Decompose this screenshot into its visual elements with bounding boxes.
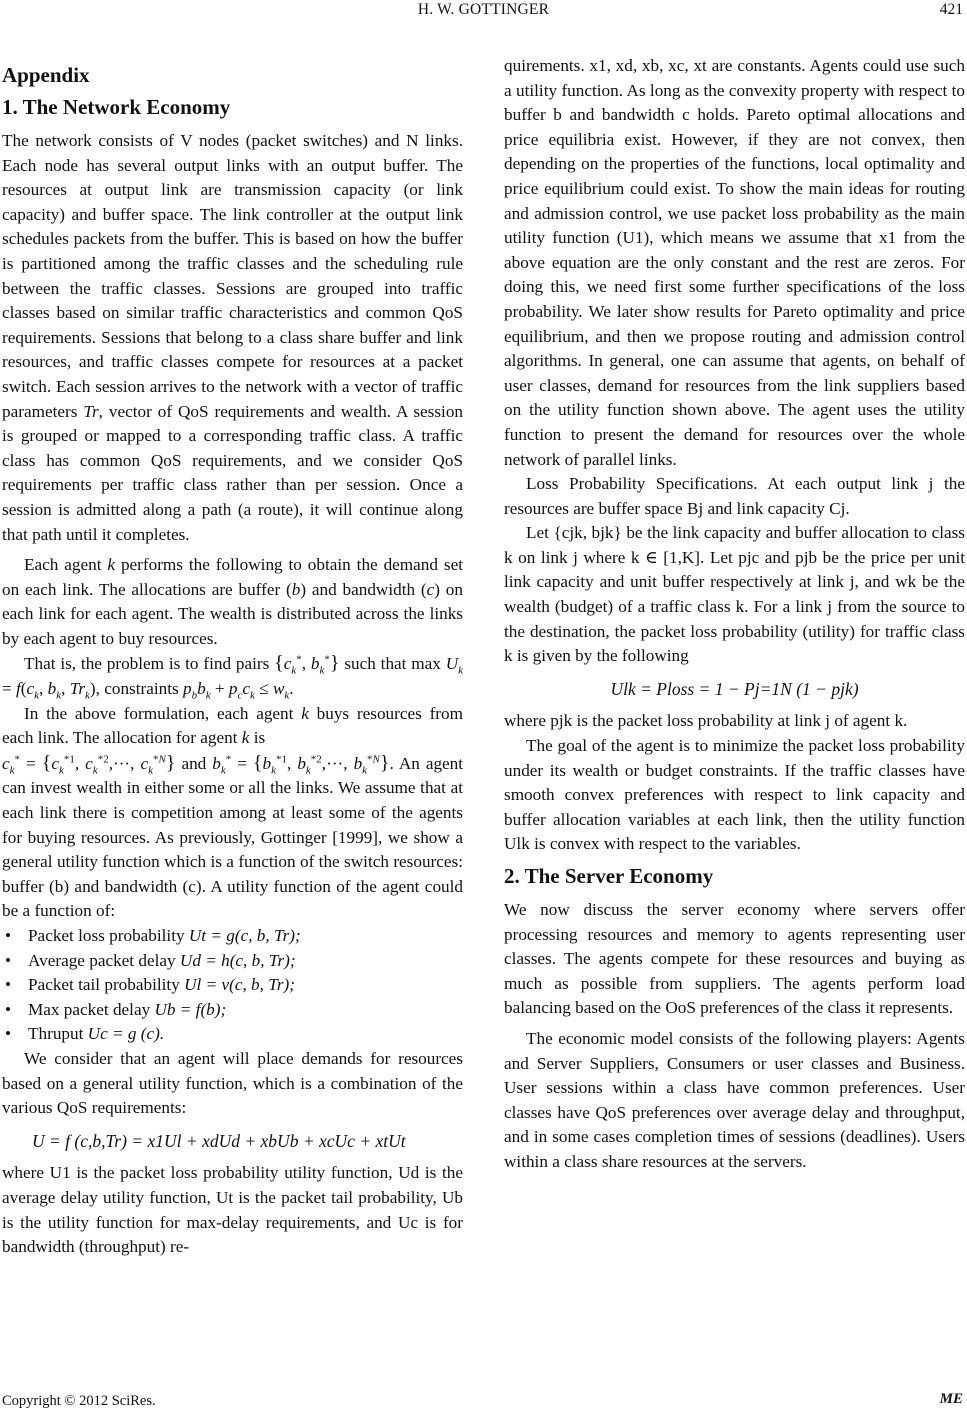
paragraph-server-economy: We now discuss the server economy where servers offer processing resources and memory to agents representing user classes. The agents compete for these resources and buying as much as possible from suppliers. The agents perform load balancing based on the OoS preferences of the class it represents.	[504, 900, 965, 1018]
paragraph-loss-definition: where pjk is the packet loss probability at link j of agent k.	[504, 711, 908, 731]
paragraph-network-description: The network consists of V nodes (packet switches) and N links. Each node has several output links with an output buffer. The resources at output link are transmission capacity (or link capacity) and buffer space. The link controller at the output link schedules packets from the buffer. This is based on how the buffer is partitioned among the traffic classes and the scheduling rule between the traffic classes. Sessions are grouped into traffic classes based on similar traffic characteristics and common QoS requirements. Sessions that belong to a class share buffer and link resources, and traffic classes compete for resources at a packet switch. Each session arrives to the network with a vector of traffic parameters Tr, vector of QoS requirements and wealth. A session is grouped or mapped to a corresponding traffic class. A traffic class has common QoS requirements, and we consider QoS requirements per traffic class rather than per session. Once a session is admitted along a path (a route), it will continue along that path until it completes.	[2, 131, 464, 544]
paragraph-problem-statement: That is, the problem is to find pairs {$c_k^*$, $b_k^*$} such that $\max U_k = f(c_k$, $b_k$, $Tr_k$), constraints $p_bb_k + p_cc_k \le w_k$.	[2, 652, 464, 702]
right-column	[504, 54, 965, 1175]
paragraph-allocation: In the above formulation, each agent k buys resources from each link. The allocation for agent k is $c_k^* = \{c_k^{*1}$, $c_k^{*2},\cdot\cdot\cdot$, $c_k^{*N}$} and $b_k^* = \{b_k^{*1}$, $b_k^{*2},\cdot\cdot\cdot$, $b_k^{*N}$}. An agent can invest wealth in either some or all the links. We assume that at each link there is competition among at least some of the agents for buying resources. As previously, Gottinger [1999], we show a general utility function which is a function of the switch resources: buffer (b) and bandwidth (c). A utility function of the agent could be a function of:	[2, 703, 464, 921]
appendix-heading: Appendix	[2, 63, 90, 87]
page-number: 421	[939, 1, 963, 18]
paragraph-economic-model: The economic model consists of the following players: Agents and Server Suppliers, Consumers or user classes and Business. User sessions within a class have common preferences. User classes have QoS preferences over average delay and throughput, and in some cases completion times of sessions (deadlines). Users within a class share resources at the servers.	[504, 1028, 965, 1171]
paragraph-agent-demand: Each agent k performs the following to obtain the demand set on each link. The allocations are buffer (b) and bandwidth (c) on each link for each agent. The wealth is distributed across the links by each agent to buy resources.	[2, 555, 463, 648]
paragraph-utility-definitions: where U1 is the packet loss probability utility function, Ud is the average delay utility function, Ut is the packet tail probability, Ub is the utility function for max-delay requirements, and Uc is for bandwidth (throughput) re-	[2, 1163, 463, 1257]
equation-general-utility: U = f (c,b,Tr) = x1Ul + xdUd + xbUb + xcUc + xtUt	[32, 1130, 406, 1151]
paragraph-convexity: quirements. x1, xd, xb, xc, xt are constants. Agents could use such a utility function. As long as the convexity property with respect to buffer b and bandwidth c holds. Pareto optimal allocations and price equilibria exist. However, if they are not convex, then depending on the properties of the functions, local optimality and price equilibrium could exist. To show the main ideas for routing and admission control, we use packet loss probability as the main utility function (U1), which means we assume that x1 from the above equation are the only constant and the rest are zeros. For doing this, we need first some further specifications of the loss probability. We later show results for Pareto optimality and price equilibrium, and then we propose routing and admission control algorithms. In general, one can assume that agents, on behalf of user classes, demand for resources from the link suppliers based on the utility function shown above. The agent uses the utility function to present the demand for resources over the whole network of parallel links.	[504, 56, 965, 469]
running-header	[0, 0, 967, 22]
list-item: • Max packet delay Ub = f(b);	[2, 998, 463, 1023]
copyright-notice: Copyright © 2012 SciRes.	[2, 1393, 156, 1409]
paragraph-loss-spec: Loss Probability Specifications. At each output link j the resources are buffer space Bj and link capacity Cj.	[504, 474, 965, 518]
allocation-b-formula: $b_k^* = \{b_k^{*1}$, $b_k^{*2},\cdot\cdot\cdot$, $b_k^{*N}$}	[212, 751, 390, 777]
section-1-heading: 1. The Network Economy	[2, 95, 231, 119]
journal-abbreviation: ME	[939, 1391, 963, 1407]
list-item: • Packet loss probability Ut = g(c, b, Tr);	[2, 924, 463, 949]
list-item: • Packet tail probability Ul = v(c, b, Tr);	[2, 973, 463, 998]
paragraph-agent-goal: The goal of the agent is to minimize the packet loss probability under its wealth or budget constraints. If the traffic classes have smooth convex preferences with respect to link capacity and buffer allocation variables at each link, then the utility function Ulk is convex with respect to the variables.	[504, 736, 965, 854]
paragraph-link-allocation: Let {cjk, bjk} be the link capacity and buffer allocation to class k on link j where k ∈ [1,K]. Let pjc and pjb be the price per unit link capacity and unit buffer respectively at link j, and wk be the wealth (budget) of a traffic class k. For a link j from the source to the destination, the packet loss probability (utility) for traffic class k is given by the following	[504, 523, 965, 666]
allocation-c-formula: $c_k^* = \{c_k^{*1}$, $c_k^{*2},\cdot\cdot\cdot$, $c_k^{*N}$}	[2, 751, 176, 777]
equation-loss-probability: Ulk = Ploss = 1 − Pj=1N (1 − pjk)	[610, 678, 859, 699]
left-column	[2, 54, 463, 1260]
running-header-author: H. W. GOTTINGER	[417, 1, 550, 18]
paragraph-general-utility: We consider that an agent will place demands for resources based on a general utility function, which is a combination of the various QoS requirements:	[2, 1048, 463, 1118]
utility-factor-list	[2, 924, 463, 1047]
list-item: • Average packet delay Ud = h(c, b, Tr);	[2, 949, 463, 974]
list-item: • Thruput Uc = g (c).	[2, 1022, 463, 1047]
section-2-heading: 2. The Server Economy	[504, 864, 714, 888]
